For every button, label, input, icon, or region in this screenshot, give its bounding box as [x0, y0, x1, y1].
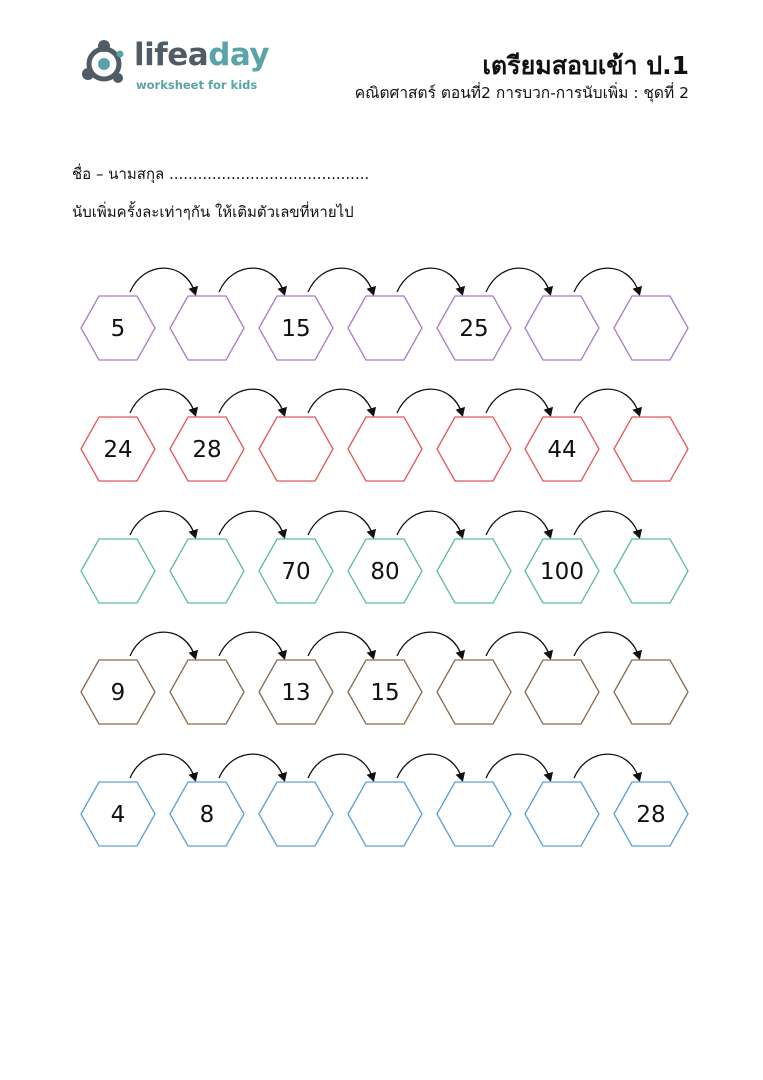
- next-step-arrow-icon: [397, 389, 462, 414]
- hexagon-number: 13: [281, 680, 311, 706]
- hexagon-number: 70: [281, 559, 311, 585]
- blank-number-hexagon[interactable]: [348, 782, 422, 846]
- next-step-arrow-icon: [308, 511, 373, 536]
- next-step-arrow-icon: [574, 754, 639, 779]
- blank-number-hexagon[interactable]: [614, 539, 688, 603]
- next-step-arrow-icon: [219, 754, 284, 779]
- blank-number-hexagon[interactable]: [614, 296, 688, 360]
- exercise-row: [81, 632, 688, 724]
- next-step-arrow-icon: [574, 268, 639, 293]
- blank-number-hexagon[interactable]: [170, 296, 244, 360]
- next-step-arrow-icon: [219, 389, 284, 414]
- logo-wordmark: lifeaday: [134, 37, 270, 73]
- blank-number-hexagon[interactable]: [525, 660, 599, 724]
- next-step-arrow-icon: [486, 632, 550, 657]
- next-step-arrow-icon: [308, 632, 373, 657]
- student-name-line: ชื่อ – นามสกุล ..........................................: [72, 165, 370, 183]
- blank-number-hexagon[interactable]: [170, 539, 244, 603]
- page-subtitle: คณิตศาสตร์ ตอนที่2 การบวก-การนับเพิ่ม : ชุดที่ 2: [354, 84, 689, 102]
- blank-number-hexagon[interactable]: [614, 660, 688, 724]
- blank-number-hexagon[interactable]: [348, 417, 422, 481]
- next-step-arrow-icon: [486, 754, 550, 779]
- blank-number-hexagon[interactable]: [525, 782, 599, 846]
- next-step-arrow-icon: [130, 511, 195, 536]
- next-step-arrow-icon: [130, 389, 195, 414]
- next-step-arrow-icon: [219, 511, 284, 536]
- hexagon-number: 100: [540, 559, 584, 585]
- blank-number-hexagon[interactable]: [437, 417, 511, 481]
- page-title: เตรียมสอบเข้า ป.1: [482, 51, 689, 80]
- exercise-row: [81, 389, 688, 481]
- exercise-row: [81, 754, 688, 846]
- hexagon-number: 9: [110, 680, 126, 706]
- blank-number-hexagon[interactable]: [348, 296, 422, 360]
- hexagon-number: 28: [636, 802, 666, 828]
- hexagon-number: 15: [370, 680, 400, 706]
- next-step-arrow-icon: [397, 268, 462, 293]
- blank-number-hexagon[interactable]: [614, 417, 688, 481]
- hexagon-number: 25: [459, 316, 489, 342]
- next-step-arrow-icon: [130, 632, 195, 657]
- exercise-row: [81, 511, 688, 603]
- hexagon-number: 24: [103, 437, 133, 463]
- next-step-arrow-icon: [486, 389, 550, 414]
- hexagon-number: 44: [547, 437, 577, 463]
- hexagon-number: 8: [199, 802, 215, 828]
- next-step-arrow-icon: [574, 511, 639, 536]
- hexagon-number: 5: [110, 316, 126, 342]
- hexagon-number: 28: [192, 437, 222, 463]
- next-step-arrow-icon: [219, 268, 284, 293]
- next-step-arrow-icon: [574, 632, 639, 657]
- blank-number-hexagon[interactable]: [259, 782, 333, 846]
- blank-number-hexagon[interactable]: [525, 296, 599, 360]
- blank-number-hexagon[interactable]: [437, 660, 511, 724]
- instruction-text: นับเพิ่มครั้งละเท่าๆกัน ให้เติมตัวเลขที่หายไป: [72, 203, 354, 221]
- next-step-arrow-icon: [397, 754, 462, 779]
- exercise-row: [81, 268, 688, 360]
- next-step-arrow-icon: [486, 511, 550, 536]
- hexagon-number: 4: [110, 802, 126, 828]
- next-step-arrow-icon: [219, 632, 284, 657]
- blank-number-hexagon[interactable]: [437, 539, 511, 603]
- blank-number-hexagon[interactable]: [81, 539, 155, 603]
- next-step-arrow-icon: [130, 268, 195, 293]
- next-step-arrow-icon: [308, 268, 373, 293]
- blank-number-hexagon[interactable]: [259, 417, 333, 481]
- blank-number-hexagon[interactable]: [170, 660, 244, 724]
- blank-number-hexagon[interactable]: [437, 782, 511, 846]
- next-step-arrow-icon: [397, 511, 462, 536]
- next-step-arrow-icon: [574, 389, 639, 414]
- logo-tagline: worksheet for kids: [136, 78, 258, 92]
- hexagon-number: 80: [370, 559, 400, 585]
- next-step-arrow-icon: [130, 754, 195, 779]
- next-step-arrow-icon: [397, 632, 462, 657]
- next-step-arrow-icon: [486, 268, 550, 293]
- hexagon-number: 15: [281, 316, 311, 342]
- next-step-arrow-icon: [308, 754, 373, 779]
- next-step-arrow-icon: [308, 389, 373, 414]
